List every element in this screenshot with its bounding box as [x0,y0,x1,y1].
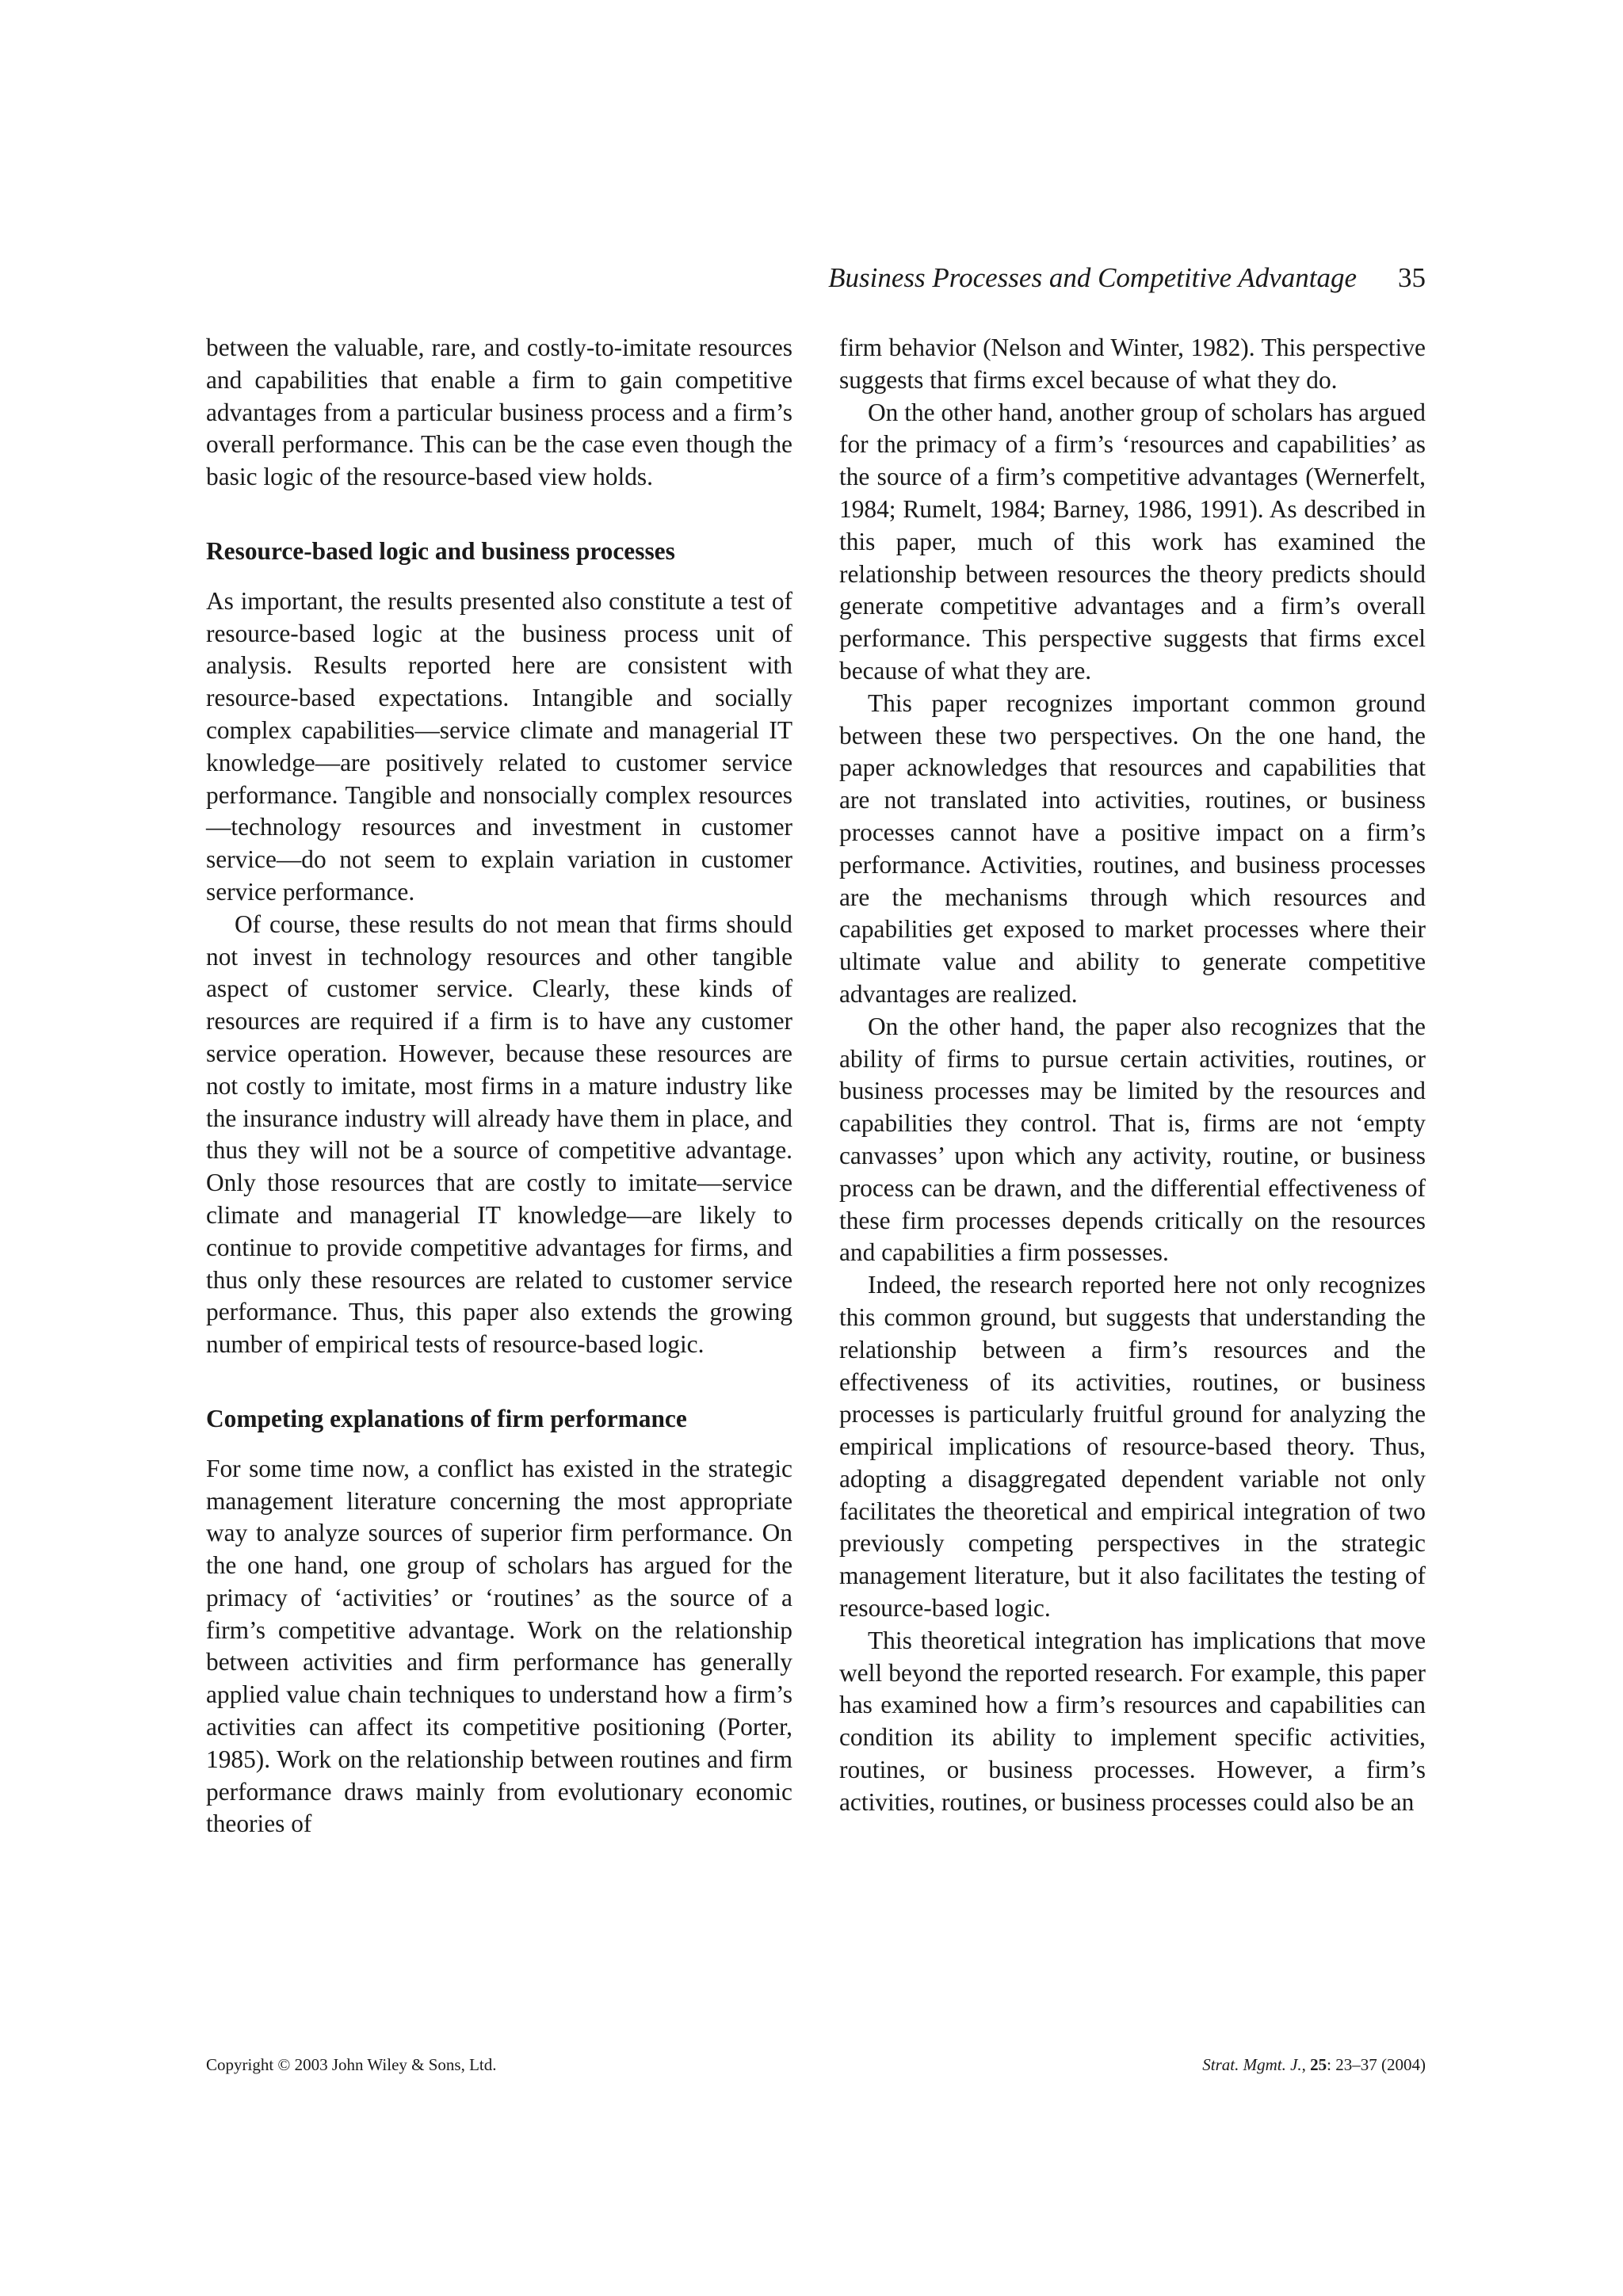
page-number: 35 [1398,262,1426,293]
copyright-notice: Copyright © 2003 John Wiley & Sons, Ltd. [206,2055,497,2074]
page-footer [206,2055,1426,2084]
journal-name: Strat. Mgmt. J. [1202,2055,1302,2074]
section-heading-resource-based-logic: Resource-based logic and business processes [206,536,675,565]
right-column [839,332,1426,1819]
left-paragraph-2: As important, the results presented also constitute a test of resource-based logic at the business process unit of analysis. Results reported here are consistent with resource-based expectations. Intangible and socially complex capabilities—service climate and managerial IT knowledge—are positively related to customer service performance. Tangible and nonsocially complex resources—technology resources and investment in customer service—do not seem to explain variation in customer service performance. [206,586,792,906]
right-paragraph-4: On the other hand, the paper also recognizes that the ability of firms to pursue certain activities, routines, or business processes may be limited by the resources and capabilities they control. That is, firms are not ‘empty canvasses’ upon which any activity, routine, or business process can be drawn, and the differential effectiveness of these firm processes depends critically on the resources and capabilities a firm possesses. [839,1012,1426,1267]
left-paragraph-3: Of course, these results do not mean that firms should not invest in technology resources and other tangible aspect of customer service. Clearly, these kinds of resources are required if a firm is to have any customer service operation. However, because these resources are not costly to imitate, most firms in a mature industry like the insurance industry will already have them in place, and thus they will not be a source of competitive advantage. Only those resources that are costly to imitate—service climate and managerial IT knowledge—are likely to continue to provide competitive advantages for firms, and thus only these resources are related to customer service performance. Thus, this paper also extends the growing number of empirical tests of resource-based logic. [206,910,792,1359]
right-paragraph-2: On the other hand, another group of scholars has argued for the primacy of a firm’s ‘resources and capabilities’ as the source of a firm’s competitive advantages (Wernerfelt, 1984; Rumelt, 1984; Barney, 1986, 1991). As described in this paper, much of this work has examined the relationship between resources the theory predicts should generate competitive advantages and a firm’s overall performance. This perspective suggests that firms excel because of what they are. [839,398,1426,685]
right-paragraph-6: This theoretical integration has implications that move well beyond the reported research. For example, this paper has examined how a firm’s resources and capabilities can condition its ability to implement specific activities, routines, or business processes. However, a firm’s activities, routines, or business processes could also be an [839,1626,1426,1816]
right-paragraph-3: This paper recognizes important common ground between these two perspectives. On the one hand, the paper acknowledges that resources and capabilities that are not translated into activities, routines, or business processes cannot have a positive impact on a firm’s performance. Activities, routines, and business processes are the mechanisms through which resources and capabilities get exposed to market processes where their ultimate value and ability to generate competitive advantages are realized. [839,688,1426,1008]
journal-pages: : 23–37 (2004) [1327,2055,1426,2074]
right-paragraph-5: Indeed, the research reported here not only recognizes this common ground, but suggests that understanding the relationship between a firm’s resources and the effectiveness of its activities, routines, or business processes is particularly fruitful ground for analyzing the empirical implications of resource-based theory. Thus, adopting a disaggregated dependent variable not only facilitates the theoretical and empirical integration of two previously competing perspectives in the strategic management literature, but it also facilitates the testing of resource-based logic. [839,1271,1426,1623]
left-paragraph-4: For some time now, a conflict has existed in the strategic management literature concerning the most appropriate way to analyze sources of superior firm performance. On the one hand, one group of scholars has argued for the primacy of ‘activities’ or ‘routines’ as the source of a firm’s competitive advantage. Work on the relationship between activities and firm performance has generally applied value chain techniques to understand how a firm’s activities can affect its competitive positioning (Porter, 1985). Work on the relationship between routines and firm performance draws mainly from evolutionary economic theories of [206,1454,792,1838]
left-column [206,332,792,1840]
journal-volume: 25 [1310,2055,1327,2074]
running-head-title: Business Processes and Competitive Advantage [828,262,1357,293]
left-paragraph-1: between the valuable, rare, and costly-to-imitate resources and capabilities that enable a firm to gain competitive advantages from a particular business process and a firm’s overall performance. This can be the case even though the basic logic of the resource-based view holds. [206,334,792,491]
running-head [736,262,1426,302]
section-heading-competing-explanations: Competing explanations of firm performance [206,1404,687,1432]
journal-citation: Strat. Mgmt. J., 25: 23–37 (2004) [1202,2055,1426,2074]
right-paragraph-1: firm behavior (Nelson and Winter, 1982). This perspective suggests that firms excel because of what they do. [839,334,1426,394]
